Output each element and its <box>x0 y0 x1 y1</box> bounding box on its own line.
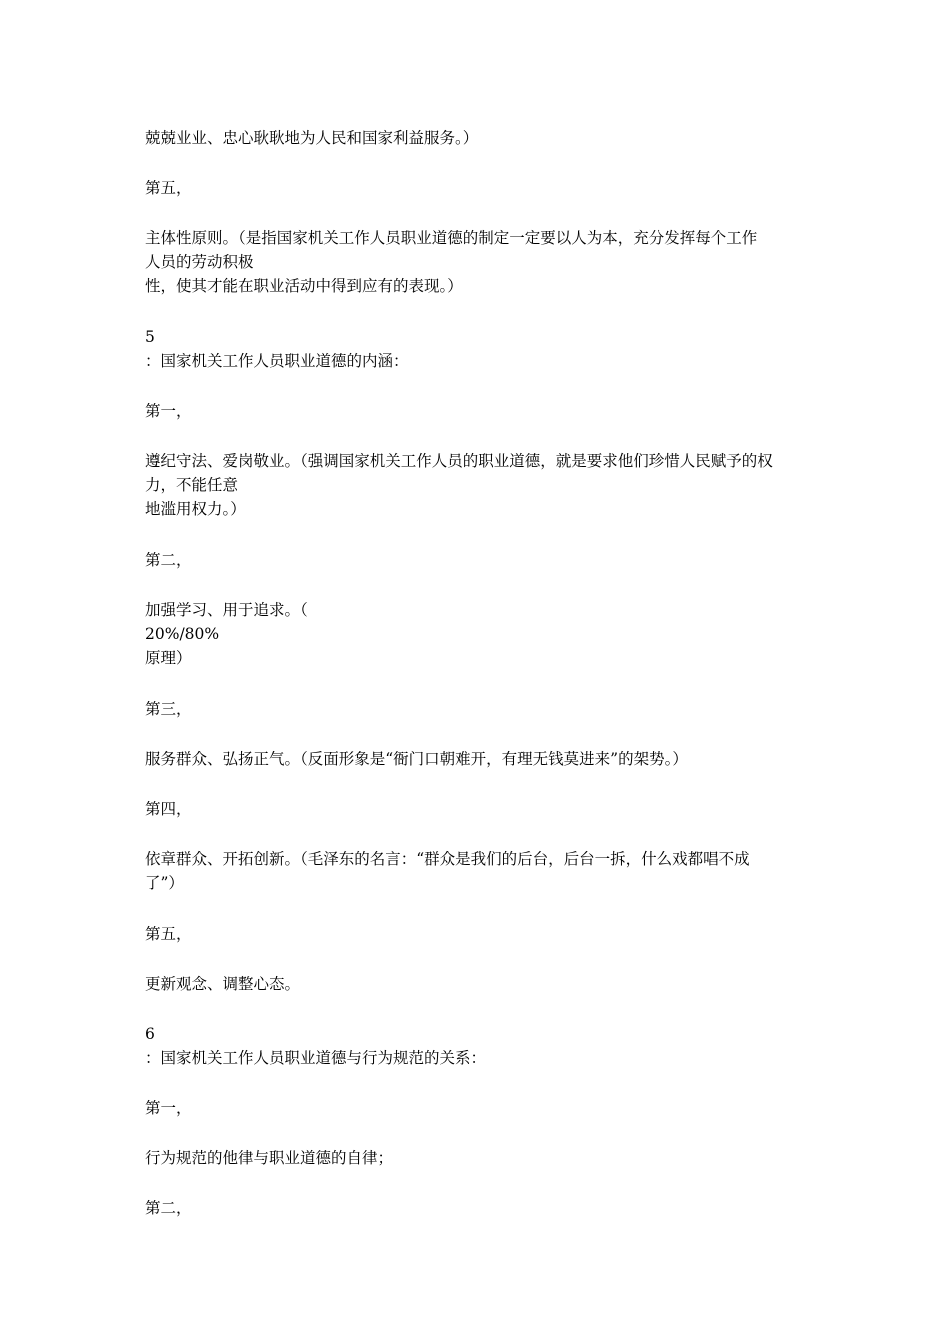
section-heading: ：国家机关工作人员职业道德的内涵： <box>145 352 409 370</box>
section-heading: ：国家机关工作人员职业道德与行为规范的关系： <box>145 1049 487 1067</box>
text-line: 第一， <box>145 402 192 420</box>
text-line: 第五， <box>145 925 192 943</box>
section-number: 6 <box>145 1025 155 1043</box>
text-line: 主体性原则。（是指国家机关工作人员职业道德的制定一定要以人为本，充分发挥每个工作 <box>145 229 758 247</box>
text-line: 依章群众、开拓创新。（毛泽东的名言：“群众是我们的后台，后台一拆，什么戏都唱不成 <box>145 850 750 868</box>
text-line: 20%/80% <box>145 625 220 643</box>
text-line: 第三， <box>145 700 192 718</box>
text-line: 地滥用权力。） <box>145 500 246 518</box>
text-line: 第五， <box>145 179 192 197</box>
text-line: 力，不能任意 <box>145 476 239 494</box>
text-line: 行为规范的他律与职业道德的自律； <box>145 1149 394 1167</box>
text-line: 加强学习、用于追求。（ <box>145 601 308 619</box>
text-line: 第二， <box>145 551 192 569</box>
text-line: 了”） <box>145 874 184 892</box>
text-line: 性，使其才能在职业活动中得到应有的表现。） <box>145 277 463 295</box>
text-line: 人员的劳动积极 <box>145 253 254 271</box>
text-line: 第四， <box>145 800 192 818</box>
text-line: 兢兢业业、忠心耿耿地为人民和国家利益服务。） <box>145 129 479 147</box>
text-line: 第一， <box>145 1099 192 1117</box>
text-line: 更新观念、调整心态。 <box>145 975 301 993</box>
text-line: 第二， <box>145 1199 192 1217</box>
text-line: 服务群众、弘扬正气。（反面形象是“衙门口朝难开，有理无钱莫进来”的架势。） <box>145 750 688 768</box>
text-line: 原理） <box>145 649 192 667</box>
section-number: 5 <box>145 328 155 346</box>
text-line: 遵纪守法、爱岗敬业。（强调国家机关工作人员的职业道德，就是要求他们珍惜人民赋予的权 <box>145 452 773 470</box>
